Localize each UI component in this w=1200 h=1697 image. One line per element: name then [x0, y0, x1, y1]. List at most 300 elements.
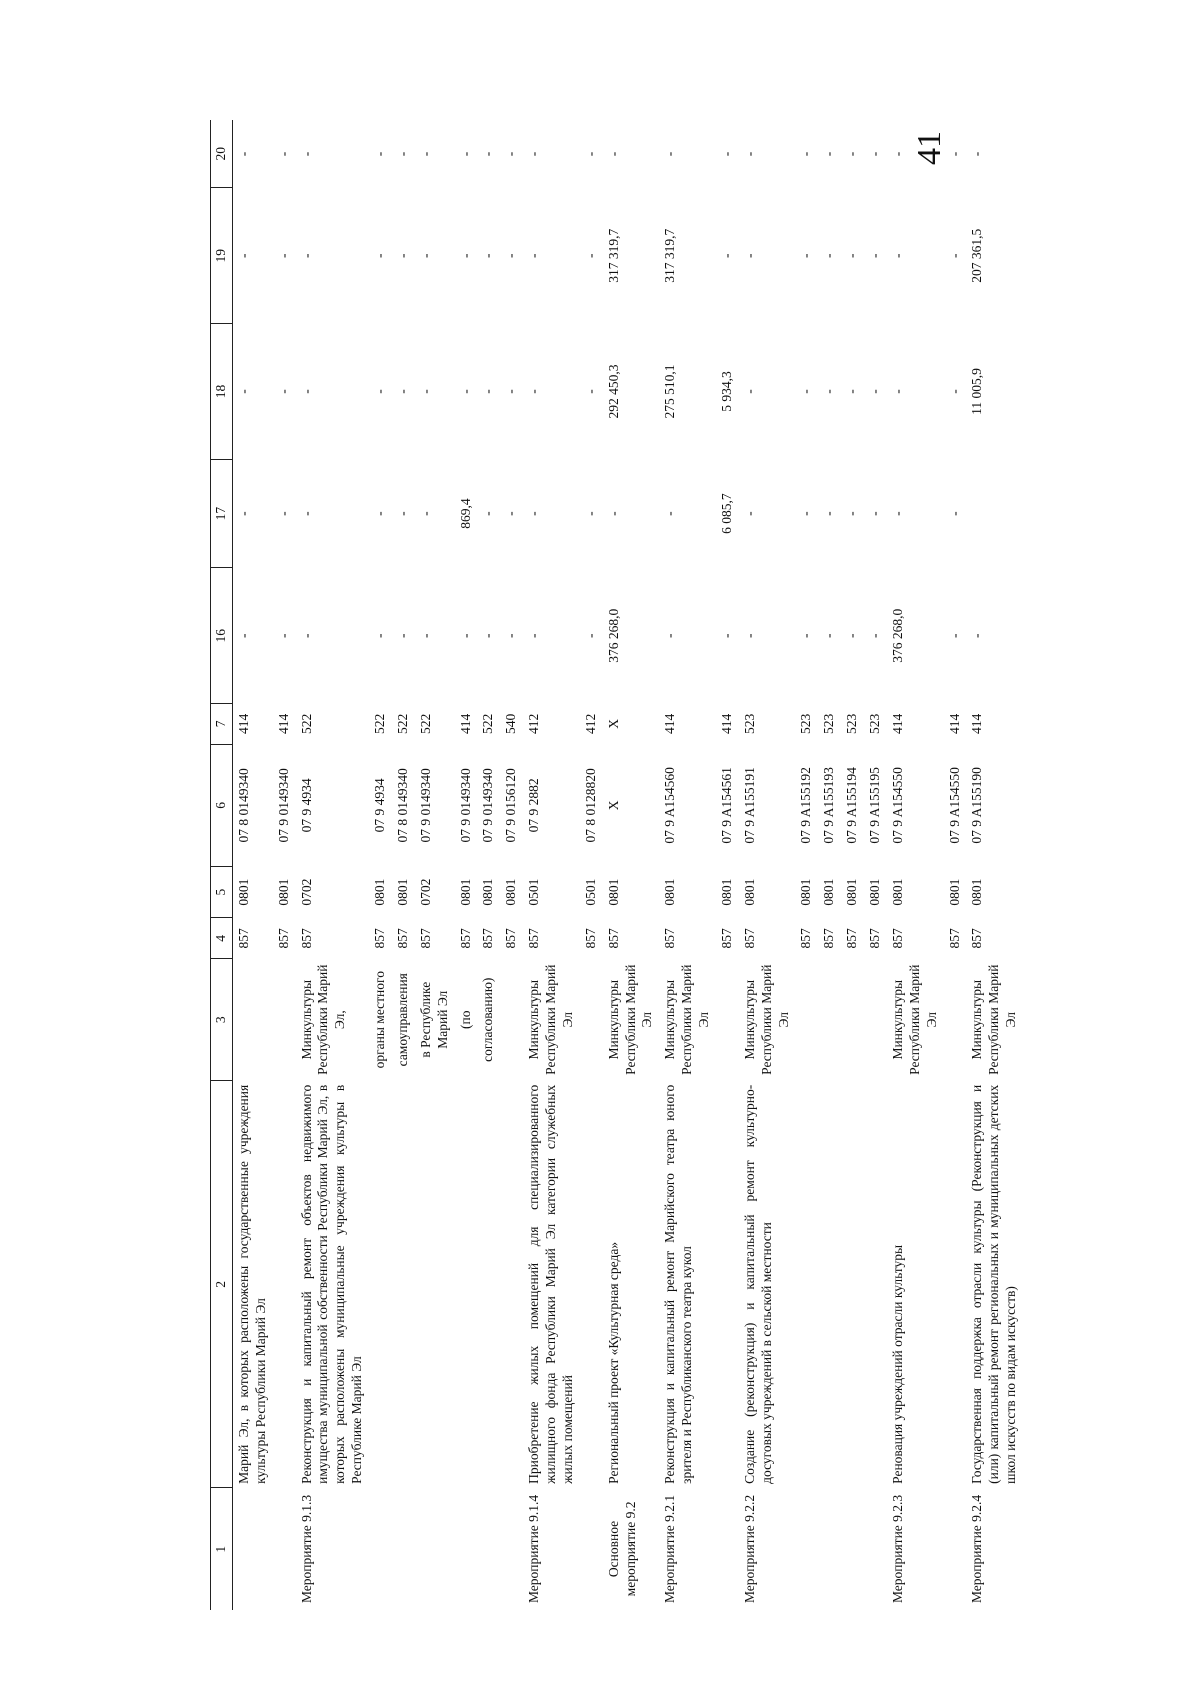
table-cell-c3: Минкультуры Республики Марий Эл	[662, 964, 711, 1075]
table-cell-c3: Минкультуры Республики Марий Эл	[526, 964, 575, 1075]
table-cell-c7: 523	[844, 713, 860, 735]
table-cell-c5: 0801	[946, 878, 962, 906]
table-cell-c3	[841, 959, 864, 1081]
table-cell-c16: -	[969, 633, 985, 638]
table-cell-c19: -	[457, 253, 473, 259]
table-cell-c7: 523	[867, 713, 882, 735]
table-cell-c18: -	[298, 389, 314, 394]
table-cell-c2: Марий Эл, в которых расположены государственные учреждения культуры Республики Марий Эл	[235, 1084, 268, 1484]
table-cell-c1	[795, 1488, 818, 1610]
table-row	[603, 120, 660, 1610]
table-row	[455, 120, 478, 1610]
table-cell-c4: 857	[605, 928, 621, 949]
table-cell-c17: -	[889, 511, 905, 516]
table-cell-c19: -	[235, 253, 251, 259]
table-cell-c3: согласованию)	[480, 977, 496, 1062]
header-cell-7: 7	[211, 704, 233, 745]
table-cell-c20: -	[969, 151, 985, 157]
table-cell-c2: Государственная поддержка отрасли культуры (Реконструкция и (или) капитальный ремонт региональных и муниципальных детских школ искусств по видам искусств)	[969, 1084, 1019, 1484]
table-cell-c2: Региональный проект «Культурная среда»	[605, 1241, 621, 1484]
table-cell-c20: -	[821, 151, 837, 157]
table-cell-c7: 522	[298, 713, 314, 735]
table-cell-c20: -	[394, 151, 410, 157]
table-cell-c18: -	[821, 389, 837, 394]
table-cell-c18: -	[394, 389, 410, 394]
table-cell-c4: 857	[526, 928, 542, 949]
table-cell-c4: 857	[718, 928, 734, 949]
table-cell-c16: -	[298, 633, 314, 638]
table-cell-c6: 07 8 0149340	[235, 768, 251, 843]
table-cell-c19: -	[417, 253, 433, 259]
table-cell-c19: -	[946, 253, 962, 259]
table-cell-c4: 857	[503, 928, 519, 949]
table-cell-c5: 0702	[417, 878, 433, 906]
table-cell-c16: -	[798, 633, 814, 638]
table-cell-c20: -	[235, 151, 251, 157]
table-cell-c4: 857	[662, 928, 678, 949]
table-cell-c4: 857	[394, 928, 410, 949]
table-cell-c20: -	[605, 151, 621, 157]
table-cell-c1: Мероприятие 9.2.3	[889, 1494, 905, 1604]
table-cell-c4: 857	[889, 928, 905, 949]
table-cell-c17: 6 085,7	[718, 493, 734, 534]
table-cell-c19: -	[298, 253, 314, 259]
table-cell-c6: 07 9 A154560	[662, 767, 678, 844]
table-cell-c20: -	[480, 151, 496, 157]
table-cell-c5: 0801	[662, 878, 678, 906]
table-cell-c19: -	[798, 253, 814, 259]
page-number: 41	[911, 131, 948, 165]
table-cell-c2	[944, 1081, 967, 1488]
table-cell-c4: 857	[821, 928, 837, 949]
table-cell-c18: -	[457, 389, 473, 394]
header-cell-1: 1	[211, 1488, 233, 1610]
table-cell-c1: Мероприятие 9.1.4	[526, 1494, 542, 1604]
table-cell-c4: 857	[480, 928, 496, 949]
table-row	[864, 120, 887, 1610]
table-row	[580, 120, 603, 1610]
table-cell-c18: -	[798, 389, 814, 394]
table-cell-c18: 275 510,1	[662, 364, 678, 419]
table-cell-c18: -	[503, 389, 519, 394]
table-cell-c19: -	[844, 253, 860, 259]
table-cell-c5: 0501	[582, 878, 598, 906]
table-cell-c16: -	[372, 633, 387, 638]
table-cell-c18: -	[741, 389, 757, 394]
table-cell-c7: 414	[275, 713, 291, 735]
table-cell-c7: 523	[821, 713, 837, 735]
table-cell-c1	[500, 1488, 523, 1610]
table-cell-c17: -	[526, 511, 542, 516]
table-cell-c4: 857	[235, 928, 251, 949]
table-row	[944, 120, 967, 1610]
table-cell-c17: -	[821, 511, 837, 516]
rotated-table-container	[210, 120, 1019, 1610]
table-cell-c18: -	[372, 389, 387, 394]
table-cell-c20: -	[946, 151, 962, 157]
table-cell-c19: 317 319,7	[662, 228, 678, 283]
table-cell-c3	[580, 959, 603, 1081]
table-cell-c17: -	[275, 511, 291, 516]
table-cell-c1: Мероприятие 9.2.2	[741, 1494, 757, 1604]
table-cell-c5: 0801	[394, 878, 410, 906]
table-cell-c16: -	[844, 633, 860, 638]
table-cell-c4: 857	[275, 928, 291, 949]
table-cell-c16: -	[946, 633, 962, 638]
table-cell-c3	[500, 959, 523, 1081]
table-cell-c2: Реновация учреждений отрасли культуры	[889, 1244, 905, 1484]
table-row	[273, 120, 296, 1610]
table-row	[500, 120, 523, 1610]
table-cell-c2	[455, 1081, 478, 1488]
header-cell-18: 18	[211, 324, 233, 460]
table-cell-c7: 414	[235, 713, 251, 735]
table-cell-c6: 07 9 A155190	[969, 767, 985, 844]
table-cell-c6: 07 9 2882	[526, 778, 542, 833]
header-row	[211, 120, 233, 1610]
table-cell-c20: -	[582, 151, 598, 157]
table-cell-c1	[841, 1488, 864, 1610]
table-cell-c1: Основное мероприятие 9.2	[605, 1501, 638, 1597]
table-cell-c1: Мероприятие 9.2.4	[969, 1494, 985, 1604]
table-cell-c6: 07 9 0149340	[275, 768, 291, 843]
table-cell-c7: 522	[394, 713, 410, 735]
table-cell-c17: -	[605, 511, 621, 516]
table-cell-c4: 857	[741, 928, 757, 949]
table-cell-c5: 0801	[503, 878, 519, 906]
table-cell-c5: 0801	[275, 878, 291, 906]
table-header	[211, 120, 233, 1610]
table-cell-c18: -	[582, 389, 598, 394]
table-cell-c2	[580, 1081, 603, 1488]
table-cell-c1	[580, 1488, 603, 1610]
table-cell-c6: 07 9 A154550	[946, 767, 962, 844]
table-cell-c7: 523	[741, 713, 757, 735]
table-cell-c1	[477, 1488, 500, 1610]
table-cell-c19: -	[821, 253, 837, 259]
table-cell-c17: -	[844, 511, 860, 516]
table-cell-c17: -	[798, 511, 814, 516]
table-cell-c3	[273, 959, 296, 1081]
table-cell-c18: -	[889, 389, 905, 394]
table-cell-c5: 0801	[372, 878, 387, 906]
table-body	[232, 120, 1023, 1610]
table-cell-c18: 5 934,3	[718, 371, 734, 412]
table-cell-c6: 07 9 0149340	[457, 768, 473, 843]
table-cell-c18: -	[417, 389, 433, 394]
table-cell-c1: Мероприятие 9.1.3	[298, 1494, 314, 1604]
table-cell-c2: Создание (реконструкция) и капитальный ремонт культурно-досуговых учреждений в сельской местности	[741, 1084, 774, 1484]
table-row	[296, 120, 370, 1610]
table-cell-c17: -	[503, 511, 519, 516]
table-row	[716, 120, 739, 1610]
table-cell-c19: -	[526, 253, 542, 259]
table-cell-c1	[415, 1488, 455, 1610]
table-cell-c20: -	[844, 151, 860, 157]
table-cell-c4: 857	[457, 928, 473, 949]
table-cell-c17: -	[867, 511, 882, 516]
header-cell-20: 20	[211, 120, 233, 188]
table-cell-c4: 857	[298, 928, 314, 949]
table-cell-c18: -	[480, 389, 496, 394]
table-cell-c16: -	[582, 633, 598, 638]
table-cell-c4: 857	[417, 928, 433, 949]
table-cell-c2	[392, 1081, 415, 1488]
table-cell-c2	[369, 1081, 392, 1488]
table-cell-c1: Мероприятие 9.2.1	[662, 1494, 678, 1604]
budget-table	[210, 120, 1023, 1610]
table-cell-c1	[944, 1488, 967, 1610]
table-cell-c20: -	[718, 151, 734, 157]
table-cell-c1	[864, 1488, 887, 1610]
table-cell-c4: 857	[372, 928, 387, 949]
table-cell-c18: -	[526, 389, 542, 394]
table-cell-c1	[455, 1488, 478, 1610]
table-cell-c6: 07 9 4934	[298, 778, 314, 833]
table-cell-c20: -	[298, 151, 314, 157]
table-row	[841, 120, 864, 1610]
table-cell-c17: -	[372, 511, 387, 516]
table-cell-c17: -	[235, 511, 251, 516]
table-cell-c3: самоуправления	[394, 973, 410, 1067]
table-row	[477, 120, 500, 1610]
table-cell-c3	[944, 959, 967, 1081]
table-cell-c5: 0702	[298, 878, 314, 906]
table-cell-c7: 412	[582, 713, 598, 735]
table-cell-c20: -	[867, 151, 882, 157]
table-cell-c19: 317 319,7	[605, 228, 621, 283]
table-cell-c6: 07 9 0149340	[417, 768, 433, 843]
table-cell-c16: -	[235, 633, 251, 638]
table-cell-c19: -	[372, 253, 387, 259]
table-cell-c18: -	[867, 389, 882, 394]
table-cell-c3: Минкультуры Республики Марий Эл	[969, 964, 1019, 1075]
table-cell-c16: -	[526, 633, 542, 638]
table-cell-c20: -	[275, 151, 291, 157]
table-cell-c6: 07 9 4934	[372, 778, 387, 833]
table-row	[966, 120, 1023, 1610]
table-cell-c4: 857	[844, 928, 860, 949]
table-cell-c5: 0801	[718, 878, 734, 906]
table-cell-c7: 412	[526, 713, 542, 735]
table-cell-c6: 07 9 A154550	[889, 767, 905, 844]
header-cell-2: 2	[211, 1081, 233, 1488]
header-cell-5: 5	[211, 866, 233, 918]
table-cell-c4: 857	[798, 928, 814, 949]
table-cell-c16: 376 268,0	[889, 608, 905, 663]
table-cell-c5: 0801	[798, 878, 814, 906]
table-cell-c2	[841, 1081, 864, 1488]
table-cell-c6: 07 9 A155194	[844, 767, 860, 844]
table-cell-c7: 540	[503, 713, 519, 735]
table-cell-c20: -	[457, 151, 473, 157]
table-cell-c19: -	[503, 253, 519, 259]
table-cell-c20: -	[503, 151, 519, 157]
table-cell-c17: -	[582, 511, 598, 516]
table-cell-c5: 0801	[969, 878, 985, 906]
table-cell-c19: -	[480, 253, 496, 259]
table-cell-c20: -	[526, 151, 542, 157]
table-cell-c6: 07 9 0156120	[503, 768, 519, 843]
table-cell-c5: 0801	[480, 878, 496, 906]
table-cell-c18: 11 005,9	[969, 368, 985, 415]
table-row	[818, 120, 841, 1610]
table-cell-c3	[818, 959, 841, 1081]
table-cell-c2	[500, 1081, 523, 1488]
table-row	[887, 120, 944, 1610]
table-row	[369, 120, 392, 1610]
table-cell-c16: -	[867, 633, 882, 638]
table-cell-c18: -	[844, 389, 860, 394]
table-cell-c20: -	[889, 151, 905, 157]
table-cell-c3: Минкультуры Республики Марий Эл	[605, 964, 655, 1075]
table-cell-c7: 414	[889, 713, 905, 735]
table-cell-c1	[716, 1488, 739, 1610]
table-cell-c7: 414	[946, 713, 962, 735]
table-cell-c16: -	[503, 633, 519, 638]
table-cell-c18: 292 450,3	[605, 364, 621, 419]
table-cell-c3	[716, 959, 739, 1081]
table-cell-c16: -	[275, 633, 291, 638]
table-cell-c19: -	[394, 253, 410, 259]
table-cell-c1	[273, 1488, 296, 1610]
table-cell-c3: органы местного	[372, 971, 387, 1069]
header-cell-3: 3	[211, 959, 233, 1081]
table-cell-c1	[818, 1488, 841, 1610]
table-cell-c5: 0501	[526, 878, 542, 906]
table-cell-c19: 207 361,5	[969, 228, 985, 283]
table-cell-c19: -	[718, 253, 734, 259]
table-cell-c2: Приобретение жилых помещений для специализированного жилищного фонда Республики Марий Эл категории служебных жилых помещений	[526, 1084, 575, 1484]
table-cell-c20: -	[798, 151, 814, 157]
table-cell-c7: 414	[662, 713, 678, 735]
table-cell-c4: 857	[867, 928, 882, 949]
table-cell-c6: X	[605, 800, 621, 811]
table-cell-c5: 0801	[741, 878, 757, 906]
table-cell-c1	[392, 1488, 415, 1610]
table-cell-c16: -	[457, 633, 473, 638]
table-cell-c4: 857	[946, 928, 962, 949]
table-cell-c6: 07 9 A155193	[821, 767, 837, 844]
table-cell-c2: Реконструкция и капитальный ремонт объектов недвижимого имущества муниципальной собственности Республики Марий Эл, в которых расположены муниципальные учреждения культуры в Республике Марий Эл	[298, 1084, 365, 1484]
table-cell-c17: -	[480, 511, 496, 516]
table-cell-c3	[864, 959, 887, 1081]
table-cell-c20: -	[662, 151, 678, 157]
table-cell-c19: -	[741, 253, 757, 259]
table-row	[795, 120, 818, 1610]
table-cell-c2	[415, 1081, 455, 1488]
table-cell-c20: -	[417, 151, 433, 157]
table-cell-c19: -	[889, 253, 905, 259]
table-cell-c7: 414	[457, 713, 473, 735]
table-cell-c16: -	[662, 633, 678, 638]
table-cell-c5: 0801	[844, 878, 860, 906]
header-cell-16: 16	[211, 568, 233, 704]
table-cell-c6: 07 8 0128820	[582, 768, 598, 843]
table-cell-c6: 07 8 0149340	[394, 768, 410, 843]
table-cell-c2	[477, 1081, 500, 1488]
table-cell-c2	[716, 1081, 739, 1488]
table-cell-c7: 522	[417, 713, 433, 735]
table-cell-c2: Реконструкция и капитальный ремонт Марийского театра юного зрителя и Республиканского театра кукол	[662, 1084, 695, 1484]
table-cell-c16: -	[480, 633, 496, 638]
table-cell-c16: -	[741, 633, 757, 638]
table-cell-c7: 522	[372, 713, 387, 735]
table-cell-c7: 414	[718, 713, 734, 735]
table-cell-c4: 857	[969, 928, 985, 949]
table-cell-c19: -	[867, 253, 882, 259]
table-cell-c17: 869,4	[457, 498, 473, 529]
header-cell-4: 4	[211, 918, 233, 959]
table-cell-c5: 0801	[867, 878, 882, 906]
table-cell-c5: 0801	[605, 878, 621, 906]
table-cell-c16: -	[821, 633, 837, 638]
table-cell-c18: -	[275, 389, 291, 394]
table-row	[392, 120, 415, 1610]
table-cell-c3: (по	[457, 1010, 473, 1029]
table-row	[659, 120, 716, 1610]
table-row	[523, 120, 580, 1610]
table-cell-c17: -	[662, 511, 678, 516]
table-cell-c7: 523	[798, 713, 814, 735]
table-cell-c17: -	[298, 511, 314, 516]
table-cell-c6: 07 9 A154561	[718, 767, 734, 844]
table-cell-c5: 0801	[235, 878, 251, 906]
table-row	[232, 120, 272, 1610]
table-cell-c6: 07 9 A155195	[867, 767, 882, 844]
table-row	[415, 120, 455, 1610]
table-cell-c7: 414	[969, 713, 985, 735]
table-cell-c6: 07 9 A155191	[741, 767, 757, 844]
header-cell-17: 17	[211, 459, 233, 568]
table-cell-c6: 07 9 A155192	[798, 767, 814, 844]
table-cell-c3: в Республике Марий Эл	[417, 981, 450, 1058]
table-cell-c2	[273, 1081, 296, 1488]
table-cell-c18: -	[946, 389, 962, 394]
table-cell-c17: -	[946, 511, 962, 516]
table-cell-c16: -	[417, 633, 433, 638]
header-cell-6: 6	[211, 744, 233, 866]
table-cell-c7: X	[605, 719, 621, 729]
table-cell-c3: Минкультуры Республики Марий Эл	[889, 964, 939, 1075]
table-cell-c19: -	[275, 253, 291, 259]
table-cell-c3	[232, 959, 272, 1081]
table-cell-c17	[966, 459, 1023, 568]
table-cell-c3: Минкультуры Республики Марий Эл	[741, 964, 791, 1075]
table-cell-c2	[795, 1081, 818, 1488]
table-cell-c20: -	[741, 151, 757, 157]
table-cell-c18: -	[235, 389, 251, 394]
table-cell-c5: 0801	[457, 878, 473, 906]
table-cell-c1	[369, 1488, 392, 1610]
table-cell-c7: 522	[480, 713, 496, 735]
table-cell-c6: 07 9 0149340	[480, 768, 496, 843]
table-cell-c17: -	[741, 511, 757, 516]
header-cell-19: 19	[211, 188, 233, 324]
table-cell-c1	[232, 1488, 272, 1610]
table-cell-c16: -	[394, 633, 410, 638]
table-cell-c5: 0801	[889, 878, 905, 906]
table-cell-c5: 0801	[821, 878, 837, 906]
table-cell-c4: 857	[582, 928, 598, 949]
table-cell-c17: -	[394, 511, 410, 516]
table-cell-c20: -	[372, 151, 387, 157]
table-row	[739, 120, 796, 1610]
table-cell-c17: -	[417, 511, 433, 516]
table-cell-c3: Минкультуры Республики Марий Эл,	[298, 964, 348, 1075]
table-cell-c16: -	[718, 633, 734, 638]
table-cell-c3	[795, 959, 818, 1081]
